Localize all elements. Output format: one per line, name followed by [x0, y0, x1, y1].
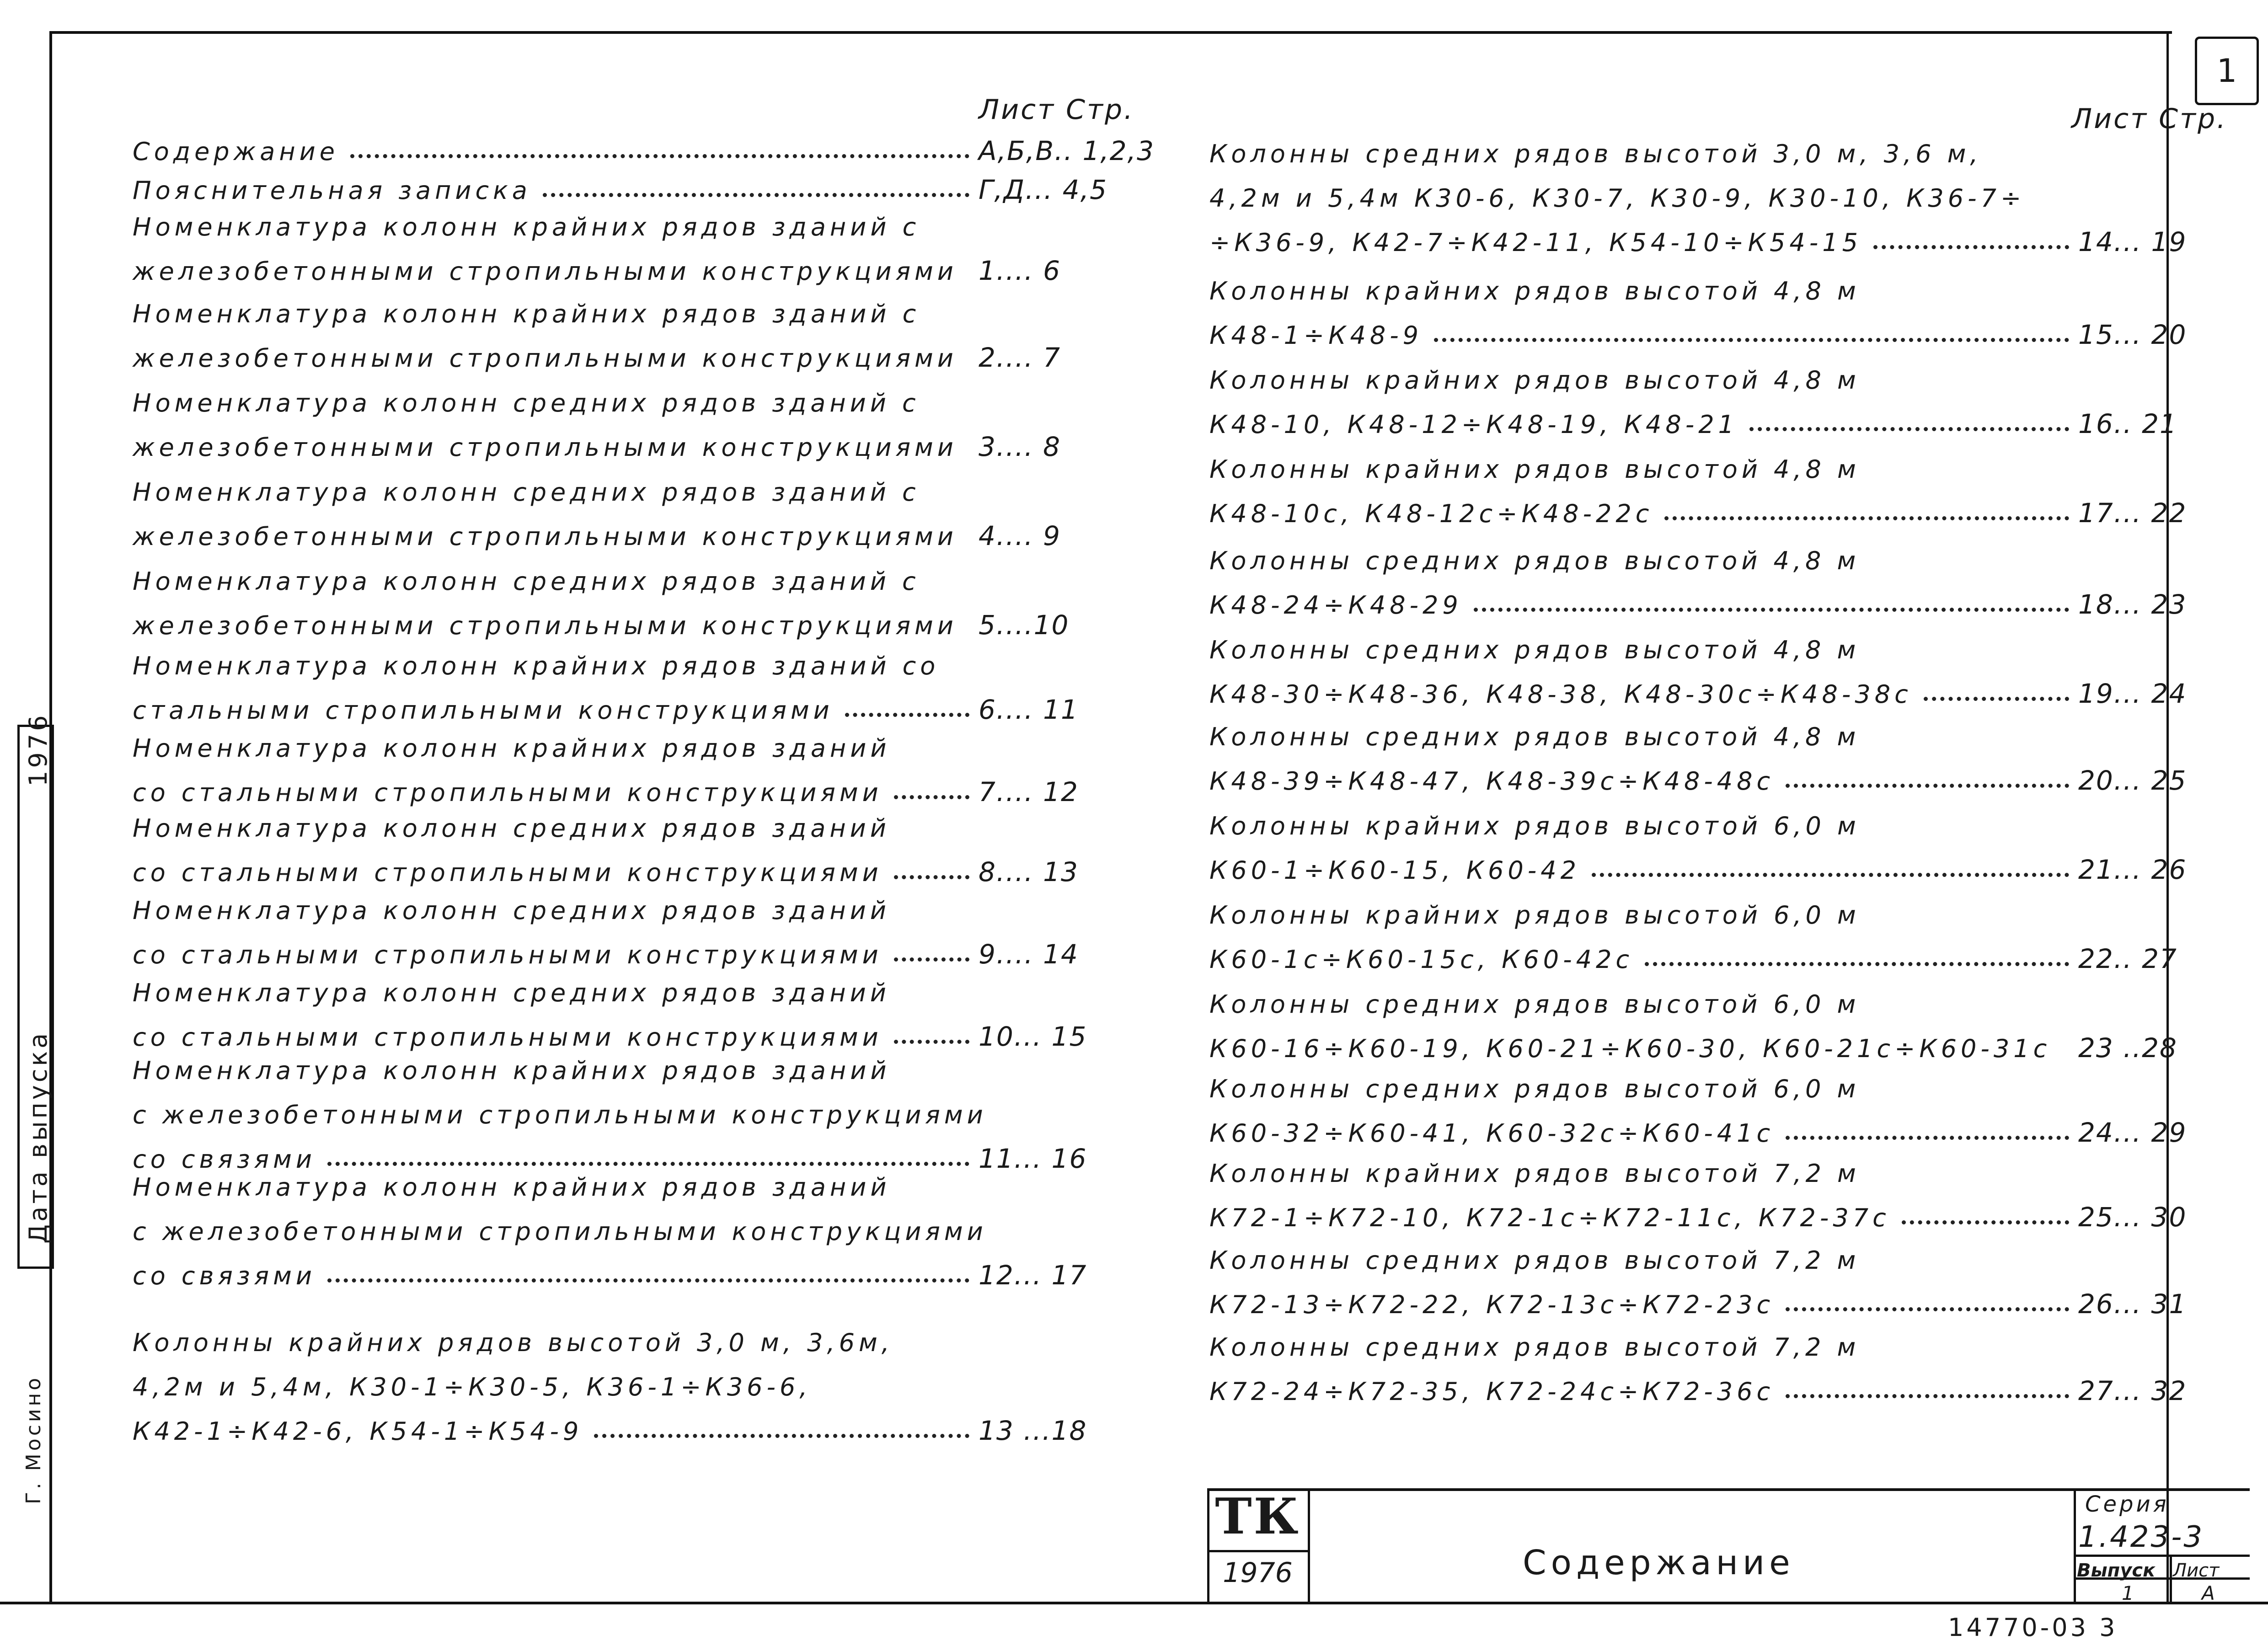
contents-entry-line: К48-1÷К48-9 — [1209, 321, 1423, 350]
contents-entry-line: К48-39÷К48-47, К48-39с÷К48-48с — [1209, 767, 1775, 796]
contents-entry-line: Колонны средних рядов высотой 3,0 м, 3,6 м, — [1209, 139, 1982, 168]
dot-leader — [1924, 697, 2069, 701]
contents-page-ref: 1.... 6 — [979, 255, 1061, 286]
contents-page-ref: 21... 26 — [2078, 854, 2187, 885]
contents-entry-line: Колонны крайних рядов высотой 7,2 м — [1209, 1159, 1860, 1188]
contents-entry-line: Номенклатура колонн средних рядов зданий с — [133, 567, 920, 596]
title-block-left-edge — [1207, 1488, 1209, 1603]
contents-entry-line: Колонны крайних рядов высотой 6,0 м — [1209, 901, 1860, 930]
dot-leader — [327, 1162, 969, 1166]
frame-top-border — [50, 31, 2172, 34]
contents-page-ref: 11... 16 — [979, 1143, 1087, 1174]
contents-entry-line: с железобетонными стропильными конструкциями — [133, 1217, 987, 1246]
contents-entry-line: Колонны средних рядов высотой 6,0 м — [1209, 1074, 1860, 1103]
contents-page-ref: 8.... 13 — [979, 856, 1079, 887]
contents-entry-line: К60-16÷К60-19, К60-21÷К60-30, К60-21с÷К60-31с — [1209, 1034, 2051, 1063]
contents-entry-line: Колонны средних рядов высотой 4,8 м — [1209, 546, 1860, 575]
dot-leader — [1645, 962, 2069, 966]
contents-page-ref: 13 ...18 — [979, 1415, 1087, 1446]
contents-page-ref: 27... 32 — [2078, 1375, 2187, 1406]
contents-page-ref: 10... 15 — [979, 1021, 1087, 1052]
contents-entry-line: железобетонными стропильными конструкциями — [133, 433, 957, 462]
contents-page-ref: 25... 30 — [2078, 1202, 2187, 1233]
contents-entry-line: со связями — [133, 1145, 316, 1174]
margin-fragment: Г. Мосино — [22, 1375, 45, 1504]
contents-page-ref: 20... 25 — [2078, 765, 2187, 796]
contents-page-ref: 26... 31 — [2078, 1288, 2187, 1320]
contents-entry-line: К72-24÷К72-35, К72-24с÷К72-36с — [1209, 1377, 1775, 1406]
contents-page-ref: 12... 17 — [979, 1260, 1087, 1291]
title-block-year: 1976 — [1223, 1557, 1293, 1589]
dot-leader — [894, 795, 969, 799]
contents-page-ref: 5....10 — [979, 609, 1070, 641]
contents-entry-line: с железобетонными стропильными конструкциями — [133, 1101, 987, 1129]
title-block-logo-divider — [1308, 1488, 1310, 1603]
contents-entry-line: железобетонными стропильными конструкциями — [133, 611, 957, 640]
sheet-label: Лист — [2173, 1560, 2220, 1581]
corner-sheet-number: 1 — [2195, 37, 2259, 105]
contents-page-ref: 23 ..28 — [2078, 1032, 2177, 1063]
contents-entry-line: К48-10с, К48-12с÷К48-22с — [1209, 499, 1653, 528]
contents-entry-line: Номенклатура колонн средних рядов зданий — [133, 814, 890, 843]
contents-page-ref: 7.... 12 — [979, 776, 1079, 807]
contents-entry-line: Пояснительная записка — [133, 176, 531, 205]
contents-entry-line: Номенклатура колонн крайних рядов зданий — [133, 734, 891, 763]
contents-page-ref: 16.. 21 — [2078, 408, 2177, 439]
contents-entry-line: Номенклатура колонн средних рядов зданий с — [133, 389, 920, 417]
contents-entry-line: 4,2м и 5,4м, К30-1÷К30-5, К36-1÷К36-6, — [133, 1373, 812, 1401]
contents-entry-line: со стальными стропильными конструкциями — [133, 1023, 883, 1052]
contents-page-ref: 18... 23 — [2078, 589, 2187, 620]
dot-leader — [1786, 1394, 2069, 1398]
date-label: Дата выпуска — [24, 1030, 53, 1244]
contents-page-ref: 22.. 27 — [2078, 943, 2177, 974]
dot-leader — [1592, 873, 2069, 877]
contents-entry-line: со стальными стропильными конструкциями — [133, 941, 883, 969]
dot-leader — [543, 193, 969, 197]
frame-right-border — [2166, 31, 2169, 1603]
contents-page-ref: 15... 20 — [2078, 319, 2187, 350]
contents-entry-line: Колонны крайних рядов высотой 6,0 м — [1209, 812, 1860, 840]
contents-entry-line: железобетонными стропильными конструкциями — [133, 344, 957, 373]
contents-page-ref: Г,Д... 4,5 — [979, 174, 1108, 205]
contents-page-ref: 19... 24 — [2078, 678, 2187, 709]
contents-page-ref: А,Б,В.. 1,2,3 — [979, 135, 1155, 166]
contents-entry-line: Номенклатура колонн средних рядов зданий — [133, 896, 890, 925]
contents-entry-line: со связями — [133, 1261, 316, 1290]
dot-leader — [1664, 516, 2069, 520]
contents-entry-line: К48-10, К48-12÷К48-19, К48-21 — [1209, 410, 1738, 439]
issue-label: Выпуск — [2077, 1560, 2156, 1581]
contents-entry-line: Номенклатура колонн крайних рядов зданий с — [133, 299, 920, 328]
contents-entry-line: железобетонными стропильными конструкциями — [133, 522, 957, 551]
contents-entry-line: Колонны средних рядов высотой 7,2 м — [1209, 1333, 1860, 1362]
dot-leader — [350, 154, 969, 158]
contents-entry-line: Колонны крайних рядов высотой 3,0 м, 3,6м, — [133, 1328, 893, 1357]
contents-entry-line: железобетонными стропильными конструкциями — [133, 257, 957, 286]
contents-entry-line: Номенклатура колонн крайних рядов зданий со — [133, 652, 940, 680]
contents-page-ref: 3.... 8 — [979, 431, 1061, 462]
contents-entry-line: К72-1÷К72-10, К72-1с÷К72-11с, К72-37с — [1209, 1203, 1890, 1232]
contents-entry-line: Колонны средних рядов высотой 4,8 м — [1209, 722, 1860, 751]
tk-logo: ТК — [1215, 1488, 1300, 1545]
contents-page-ref: 6.... 11 — [979, 694, 1079, 725]
contents-entry-line: К60-1÷К60-15, К60-42 — [1209, 856, 1580, 885]
contents-page-ref: 9.... 14 — [979, 939, 1079, 970]
contents-entry-line: Колонны средних рядов высотой 6,0 м — [1209, 990, 1860, 1019]
contents-entry-line: Номенклатура колонн крайних рядов зданий с — [133, 213, 920, 241]
contents-entry-line: со стальными стропильными конструкциями — [133, 858, 883, 887]
contents-entry-line: Номенклатура колонн крайних рядов зданий — [133, 1056, 891, 1085]
contents-entry-line: К48-24÷К48-29 — [1209, 591, 1462, 620]
dot-leader — [894, 957, 969, 962]
dot-leader — [894, 1040, 969, 1044]
contents-page-ref: 17... 22 — [2078, 497, 2187, 529]
dot-leader — [1786, 1307, 2069, 1311]
dot-leader — [1434, 338, 2069, 342]
contents-entry-line: К72-13÷К72-22, К72-13с÷К72-23с — [1209, 1290, 1775, 1319]
contents-entry-line: Номенклатура колонн средних рядов зданий с — [133, 478, 920, 507]
contents-entry-line: Колонны средних рядов высотой 7,2 м — [1209, 1246, 1860, 1275]
contents-page-ref: 2.... 7 — [979, 342, 1061, 373]
contents-entry-line: Колонны крайних рядов высотой 4,8 м — [1209, 277, 1860, 305]
issue-value: 1 — [2122, 1582, 2134, 1604]
contents-entry-line: Номенклатура колонн крайних рядов зданий — [133, 1173, 891, 1202]
contents-page-ref: 24... 29 — [2078, 1117, 2187, 1148]
dot-leader — [327, 1278, 969, 1283]
dot-leader — [1786, 784, 2069, 788]
dot-leader — [594, 1434, 969, 1438]
contents-entry-line: ÷К36-9, К42-7÷К42-11, К54-10÷К54-15 — [1209, 228, 1862, 257]
series-number: 1.423-3 — [2078, 1520, 2204, 1554]
contents-entry-line: К42-1÷К42-6, К54-1÷К54-9 — [133, 1417, 583, 1446]
contents-page-ref: 4.... 9 — [979, 520, 1061, 551]
contents-entry-line: со стальными стропильными конструкциями — [133, 778, 883, 807]
contents-entry-line: Колонны средних рядов высотой 4,8 м — [1209, 636, 1860, 664]
contents-entry-line: Колонны крайних рядов высотой 4,8 м — [1209, 455, 1860, 484]
dot-leader — [1749, 427, 2069, 431]
right-column-header: Лист Стр. — [2071, 103, 2228, 135]
contents-entry-line: стальными стропильными конструкциями — [133, 696, 834, 725]
contents-entry-line: К48-30÷К48-36, К48-38, К48-30с÷К48-38с — [1209, 680, 1912, 709]
contents-entry-line: Номенклатура колонн средних рядов зданий — [133, 978, 890, 1007]
contents-entry-line: К60-32÷К60-41, К60-32с÷К60-41с — [1209, 1119, 1775, 1148]
contents-entry-line: 4,2м и 5,4м К30-6, К30-7, К30-9, К30-10, К36-7÷ — [1209, 184, 2026, 213]
dot-leader — [1902, 1220, 2069, 1224]
dot-leader — [894, 875, 969, 879]
sheet-value: А — [2202, 1582, 2215, 1604]
contents-page-ref: 14... 19 — [2078, 226, 2187, 257]
series-label: Серия — [2085, 1491, 2169, 1517]
contents-entry-line: К60-1с÷К60-15с, К60-42с — [1209, 945, 1634, 974]
dot-leader — [1786, 1136, 2069, 1140]
series-bottom-line — [2074, 1555, 2250, 1557]
series-divider — [2074, 1488, 2076, 1603]
dot-leader — [845, 713, 969, 717]
dot-leader — [1873, 245, 2069, 249]
left-column-header: Лист Стр. — [979, 94, 1135, 126]
logo-year-divider — [1207, 1550, 1308, 1552]
date-year: 1976 — [24, 712, 53, 786]
archive-number: 14770-03 3 — [1948, 1613, 2118, 1642]
contents-entry-line: Содержание — [133, 137, 339, 166]
contents-entry-line: Колонны крайних рядов высотой 4,8 м — [1209, 366, 1860, 395]
dot-leader — [1474, 608, 2069, 612]
document-title: Содержание — [1523, 1543, 1795, 1582]
